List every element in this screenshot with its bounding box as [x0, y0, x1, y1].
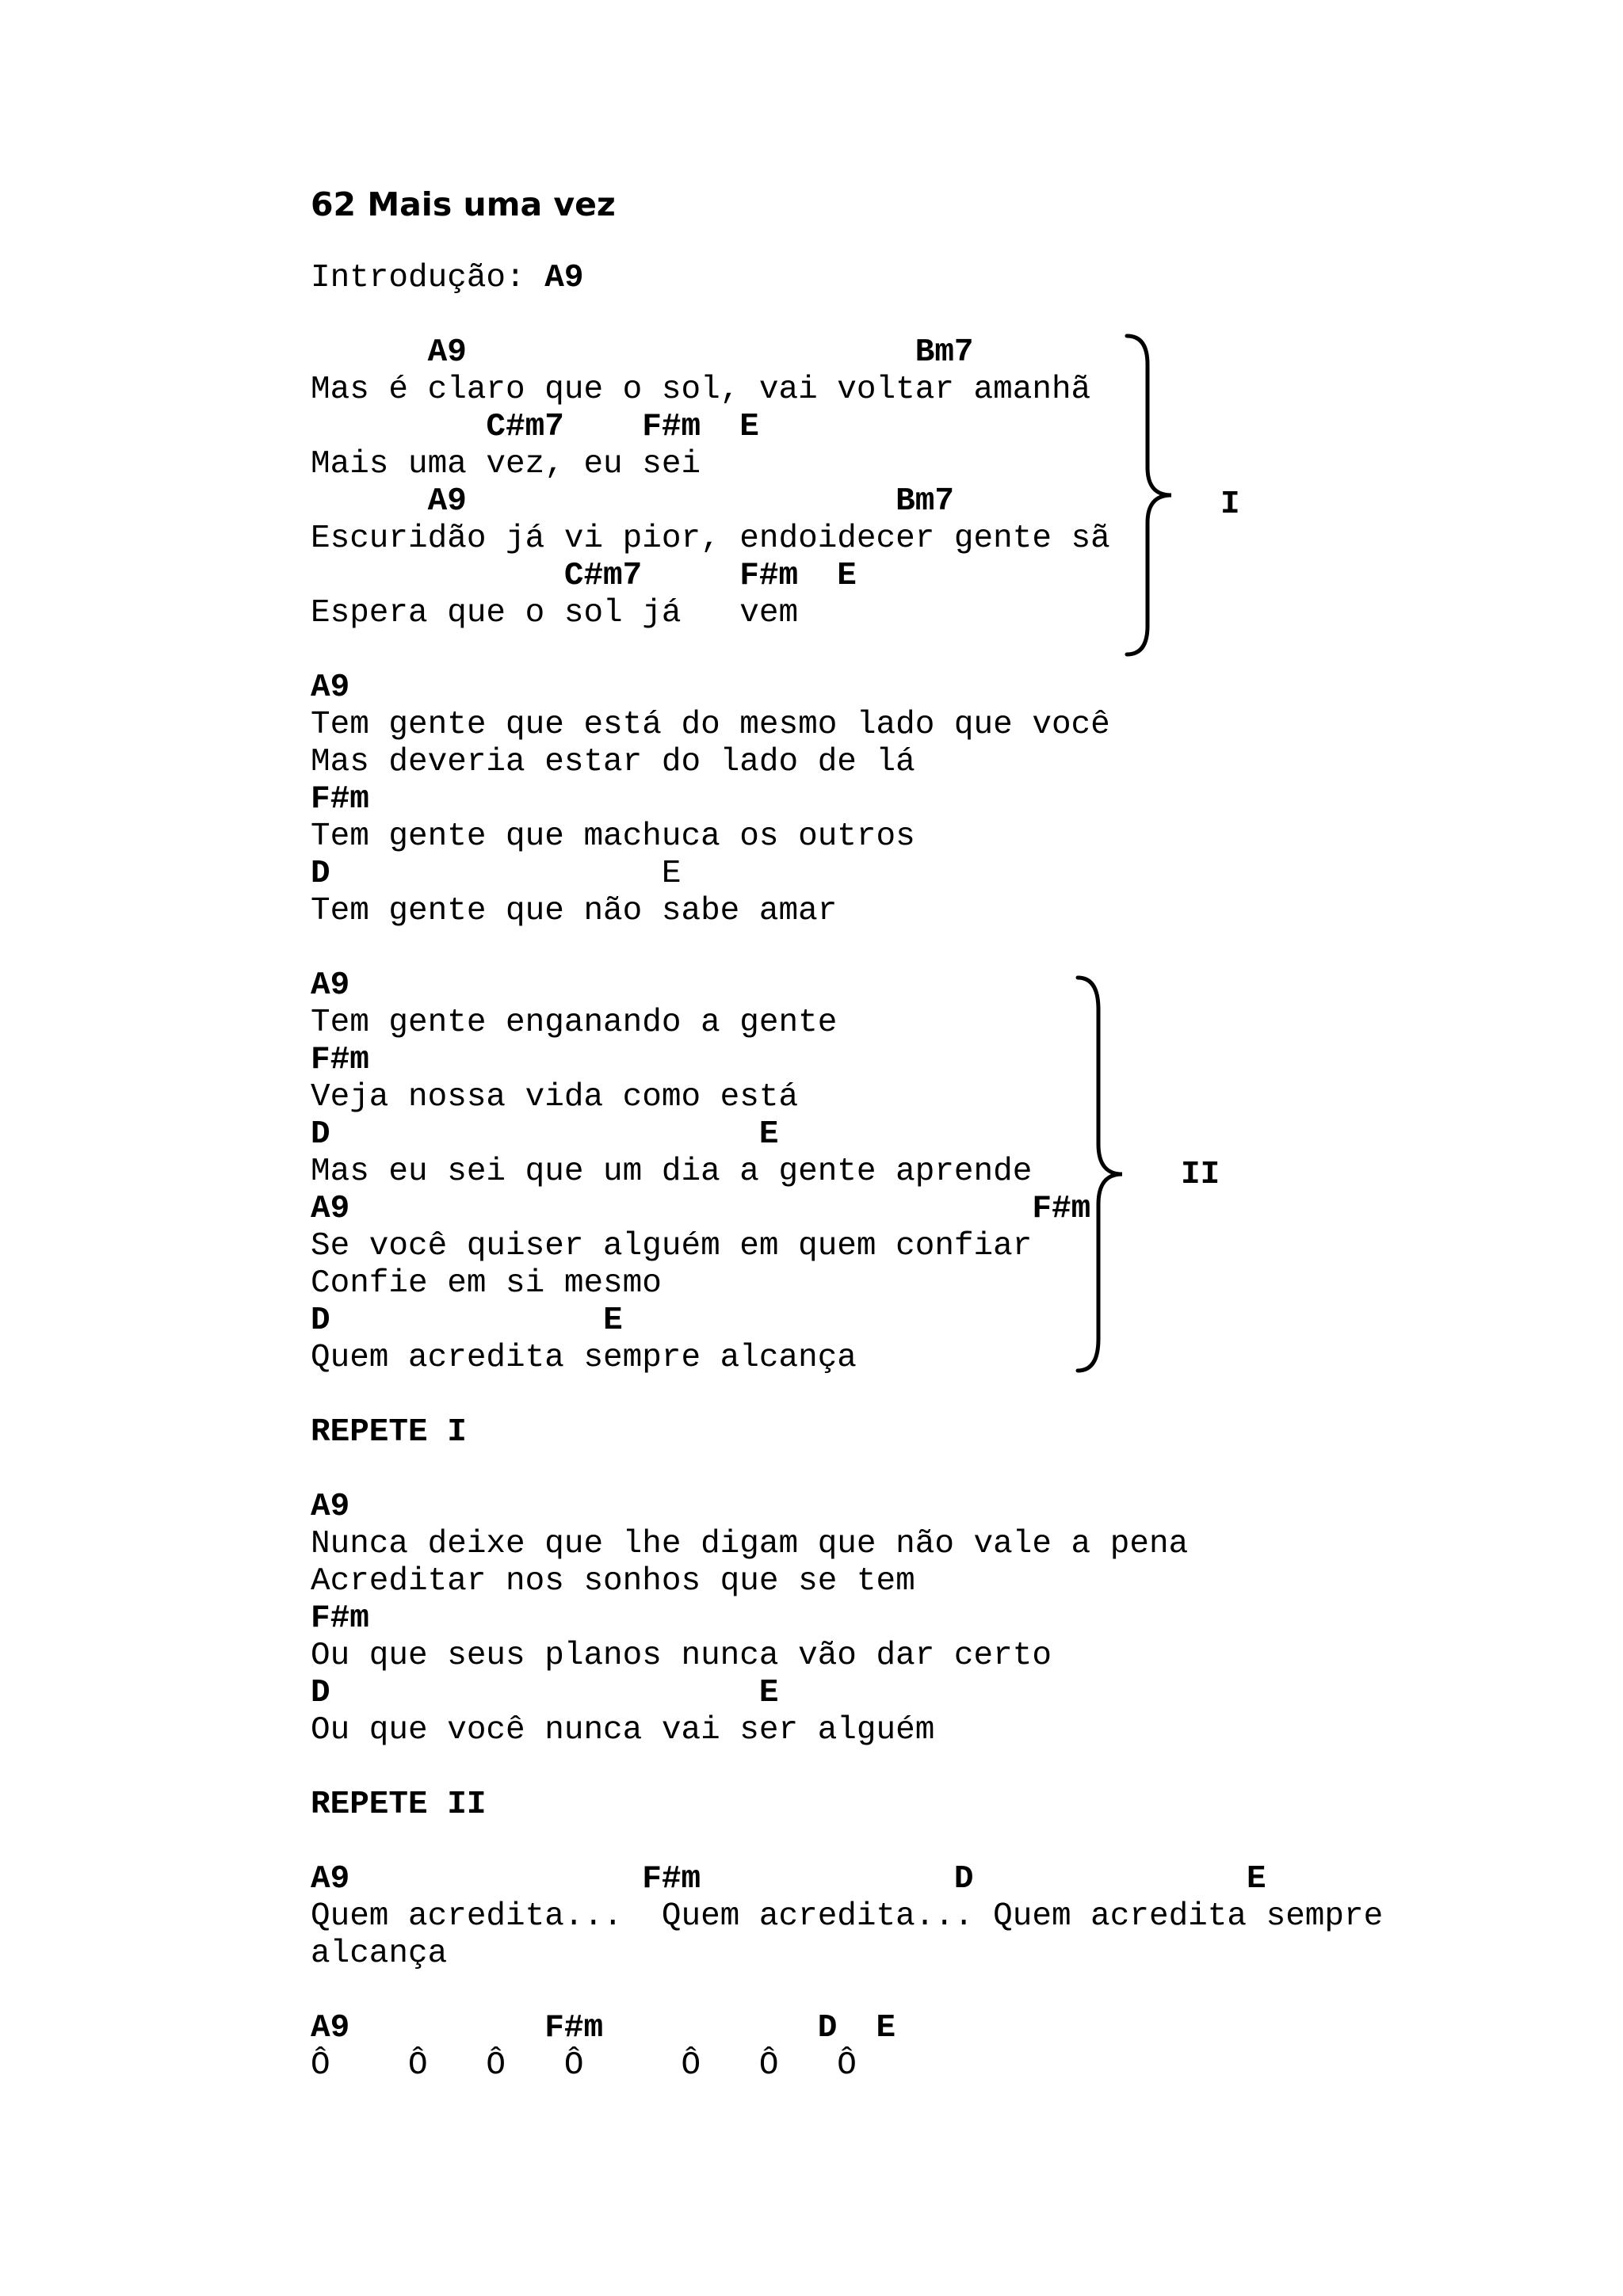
blank-line — [311, 1749, 1383, 1787]
section-label-i: I — [1220, 486, 1240, 523]
lyric-line: Ou que seus planos nunca vão dar certo — [311, 1638, 1052, 1674]
lyric-line: Tem gente que não sabe amar — [311, 893, 838, 929]
chord-line — [311, 1302, 1383, 1340]
chord-line: C#m7 F#m E — [311, 558, 857, 594]
intro-line — [311, 260, 1383, 297]
curly-brace-icon — [1075, 974, 1125, 1375]
intro-label: Introdução: — [311, 260, 545, 296]
chord-line: A9 — [311, 1489, 350, 1525]
lyric-line: Quem acredita... Quem acredita... Quem acredita sempre — [311, 1898, 1384, 1935]
chord-line — [311, 856, 1383, 893]
chord-line — [311, 1191, 1383, 1228]
curly-brace-icon — [1124, 333, 1174, 658]
chord: D — [311, 856, 330, 892]
intro-chord: A9 — [544, 260, 584, 296]
chord-line: A9 F#m D E — [311, 1861, 1266, 1897]
chord-line: F#m — [311, 781, 369, 818]
lyric-line: Mas eu sei que um dia a gente aprende — [311, 1154, 1033, 1190]
page-title: 62 Mais uma vez — [311, 185, 616, 223]
lyric-line: Tem gente que está do mesmo lado que você — [311, 707, 1110, 743]
chord-line: A9 F#m D E — [311, 2010, 896, 2046]
section-brace-i — [1124, 333, 1174, 658]
chord-line: A9 — [311, 669, 350, 706]
chord-line: A9 Bm7 — [311, 483, 954, 520]
chord-line — [311, 1675, 1383, 1712]
chord: E — [330, 1116, 779, 1153]
blank-line — [311, 632, 1383, 669]
lyric-line: Tem gente enganando a gente — [311, 1005, 838, 1041]
lyric-line: Escuridão já vi pior, endoidecer gente sã — [311, 521, 1110, 557]
lyric-line: Veja nossa vida como está — [311, 1079, 799, 1116]
chord-line — [311, 1116, 1383, 1154]
repeat-label: REPETE II — [311, 1787, 487, 1823]
chord-line: F#m — [311, 1042, 369, 1078]
chord: A9 — [311, 1191, 350, 1227]
chord: E — [330, 1675, 779, 1711]
lyric-line: Ou que você nunca vai ser alguém — [311, 1712, 935, 1749]
chord: F#m — [349, 1191, 1091, 1227]
blank-line — [311, 930, 1383, 967]
blank-line — [311, 1973, 1383, 2010]
song-sheet — [311, 260, 1383, 2084]
blank-line — [311, 1824, 1383, 1861]
lyric-line: Ô Ô Ô Ô Ô Ô Ô — [311, 2047, 857, 2084]
lyric-line: Nunca deixe que lhe digam que não vale a pena — [311, 1526, 1189, 1562]
repeat-label: REPETE I — [311, 1414, 467, 1451]
lyric-line: Mas deveria estar do lado de lá — [311, 744, 915, 780]
chord-line: A9 — [311, 967, 350, 1004]
chord-line: F#m — [311, 1600, 369, 1637]
chord: E — [330, 1302, 623, 1339]
chord-line: C#m7 F#m E — [311, 409, 759, 445]
chord: D — [311, 1675, 330, 1711]
lyric-line: Mas é claro que o sol, vai voltar amanhã — [311, 372, 1091, 408]
lyric-line: Quem acredita sempre alcança — [311, 1340, 857, 1376]
chord: D — [311, 1116, 330, 1153]
chord: E — [330, 856, 682, 892]
blank-line — [311, 297, 1383, 334]
lyric-line: Mais uma vez, eu sei — [311, 446, 701, 482]
chord: D — [311, 1302, 330, 1339]
lyric-line: Confie em si mesmo — [311, 1265, 662, 1302]
lyric-line: alcança — [311, 1936, 448, 1972]
blank-line — [311, 1377, 1383, 1414]
lyric-line: Se você quiser alguém em quem confiar — [311, 1228, 1033, 1264]
lyric-line: Tem gente que machuca os outros — [311, 818, 915, 855]
section-label-ii: II — [1181, 1157, 1220, 1193]
lyric-line: Espera que o sol já vem — [311, 595, 799, 631]
blank-line — [311, 1451, 1383, 1489]
section-brace-ii — [1075, 974, 1125, 1375]
lyric-line: Acreditar nos sonhos que se tem — [311, 1563, 915, 1600]
chord-line: A9 Bm7 — [311, 334, 974, 371]
